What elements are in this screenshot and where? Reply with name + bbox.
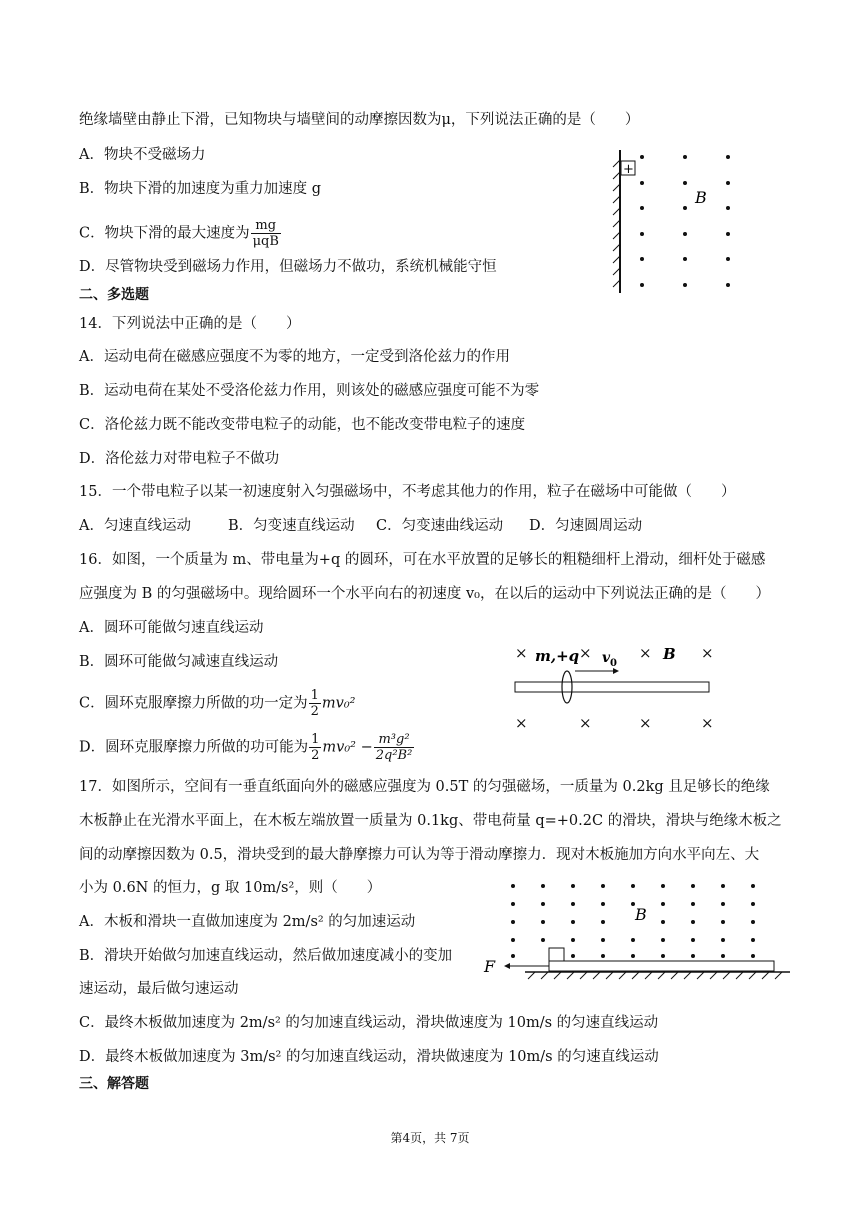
svg-text:×: × (701, 714, 714, 732)
q16-option-a: A．圆环可能做匀速直线运动 (79, 620, 264, 636)
q14-option-a: A．运动电荷在磁感应强度不为零的地方，一定受到洛伦兹力的作用 (79, 349, 510, 365)
section-answer-questions: 三、解答题 (79, 1076, 149, 1092)
q15-options (79, 516, 642, 536)
svg-text:+: + (623, 162, 634, 177)
q13-option-d: D．尽管物块受到磁场力作用，但磁场力不做功，系统机械能守恒 (79, 259, 497, 275)
section-multiple-choice: 二、多选题 (79, 287, 149, 303)
q17-option-d: D．最终木板做加速度为 3m/s² 的匀加速直线运动，滑块做速度为 10m/s 的匀速直线运动 (79, 1049, 659, 1065)
page-footer: 第4页，共 7页 (390, 1131, 470, 1145)
q13-option-b: B．物块下滑的加速度为重力加速度 g (79, 181, 322, 197)
q15-option-b: B．匀变速直线运动 (228, 518, 355, 534)
fraction-numerator: mg (251, 218, 281, 234)
q14-stem: 14．下列说法中正确的是（ ） (79, 316, 301, 332)
q16-figure (505, 640, 725, 735)
q16-stem-line1: 16．如图，一个质量为 m、带电量为+q 的圆环，可在水平放置的足够长的粗糙细杆上滑动，细杆处于磁感 (79, 552, 766, 568)
svg-text:×: × (639, 714, 652, 732)
q17-figure-f-label: F (484, 957, 496, 976)
q17-stem-line4: 小为 0.6N 的恒力，g 取 10m/s²，则（ ） (79, 880, 382, 896)
q15-option-c: C．匀变速曲线运动 (376, 518, 504, 534)
q13-stem-tail: 绝缘墙壁由静止下滑，已知物块与墙壁间的动摩擦因数为μ，下列说法正确的是（ ） (79, 112, 640, 128)
fraction-denominator: 2q²B² (375, 748, 413, 763)
q17-option-b-line2: 速运动，最后做匀速运动 (79, 981, 239, 997)
q17-stem-line2: 木板静止在光滑水平面上，在木板左端放置一质量为 0.1kg、带电荷量 q=+0.2C 的滑块，滑块与绝缘木板之 (79, 813, 782, 829)
q15-option-a: A．匀速直线运动 (79, 518, 191, 534)
fraction-denominator: μqB (252, 234, 279, 249)
q16-figure-m-label: m,+q (535, 647, 580, 665)
q15-stem: 15．一个带电粒子以某一初速度射入匀强磁场中，不考虑其他力的作用，粒子在磁场中可能做（ ） (79, 484, 736, 500)
q16-figure-v-sub: 0 (610, 658, 617, 669)
q13-option-c-fraction (251, 218, 281, 249)
q15-option-d: D．匀速圆周运动 (529, 518, 643, 534)
q16-option-c (79, 688, 355, 719)
svg-text:×: × (515, 644, 528, 662)
q13-figure-b-label: B (695, 188, 707, 207)
q16-figure-b-label: B (663, 645, 676, 663)
svg-text:×: × (579, 644, 592, 662)
fraction-denominator: 2 (311, 748, 320, 763)
svg-text:×: × (639, 644, 652, 662)
q17-option-c: C．最终木板做加速度为 2m/s² 的匀加速直线运动，滑块做速度为 10m/s 的匀速直线运动 (79, 1015, 659, 1031)
q16-option-d-half (309, 732, 321, 763)
q16-stem-line2: 应强度为 B 的匀强磁场中。现给圆环一个水平向右的初速度 v₀，在以后的运动中下列说法正确的是（ ） (79, 586, 770, 602)
q16-option-c-prefix: C．圆环克服摩擦力所做的功一定为 (79, 695, 308, 712)
q14-option-d: D．洛伦兹力对带电粒子不做功 (79, 451, 280, 467)
q13-option-a: A．物块不受磁场力 (79, 147, 206, 163)
svg-text:×: × (579, 714, 592, 732)
q17-option-a: A．木板和滑块一直做加速度为 2m/s² 的匀加速运动 (79, 914, 416, 930)
fraction-numerator: 1 (311, 732, 320, 747)
q16-option-d (79, 732, 415, 763)
q14-option-c: C．洛伦兹力既不能改变带电粒子的动能，也不能改变带电粒子的速度 (79, 417, 526, 433)
q16-figure-v-label: v (602, 650, 611, 666)
q14-option-b: B．运动电荷在某处不受洛伦兹力作用，则该处的磁感应强度可能不为零 (79, 383, 540, 399)
q16-option-c-half (309, 688, 321, 719)
q16-option-d-expr: mv₀² − (322, 739, 373, 756)
q16-option-d-prefix: D．圆环克服摩擦力所做的功可能为 (79, 739, 309, 756)
q13-figure (610, 145, 750, 295)
svg-text:×: × (515, 714, 528, 732)
fraction-numerator: m³g² (374, 732, 415, 748)
q16-option-d-fraction (374, 732, 415, 763)
svg-text:×: × (701, 644, 714, 662)
q16-option-c-expr: mv₀² (321, 695, 356, 712)
q13-option-c (79, 218, 282, 249)
q17-figure (480, 880, 795, 985)
q13-option-c-prefix: C．物块下滑的最大速度为 (79, 225, 250, 242)
q16-option-b: B．圆环可能做匀减速直线运动 (79, 654, 279, 670)
q17-option-b-line1: B．滑块开始做匀加速直线运动，然后做加速度减小的变加 (79, 948, 453, 964)
q17-figure-b-label: B (635, 905, 647, 924)
q17-stem-line3: 间的动摩擦因数为 0.5，滑块受到的最大静摩擦力可认为等于滑动摩擦力．现对木板施加方向水平向左、大 (79, 847, 760, 863)
q17-stem-line1: 17．如图所示，空间有一垂直纸面向外的磁感应强度为 0.5T 的匀强磁场，一质量为 0.2kg 且足够长的绝缘 (79, 779, 770, 795)
fraction-denominator: 2 (310, 704, 319, 719)
fraction-numerator: 1 (310, 688, 319, 703)
